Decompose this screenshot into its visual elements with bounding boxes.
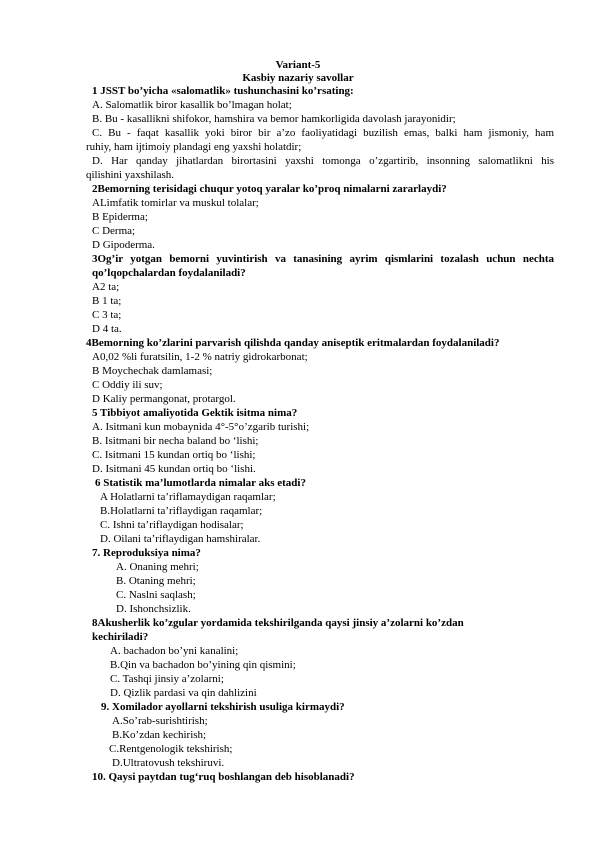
q1-option-a: A. Salomatlik biror kasallik bo’lmagan holat; <box>92 99 292 111</box>
q7-option-c: C. Naslni saqlash; <box>116 589 196 601</box>
section-subtitle: Kasbiy nazariy savollar <box>242 72 354 84</box>
q2-option-b: B Epiderma; <box>92 211 148 223</box>
q2-option-d: D Gipoderma. <box>92 239 155 251</box>
q6-option-a: A Holatlarni ta’riflamaydigan raqamlar; <box>100 491 276 503</box>
q8-option-b: B.Qin va bachadon bo’yining qin qismini; <box>110 659 296 671</box>
q7-option-b: B. Otaning mehri; <box>116 575 196 587</box>
q9-option-d: D.Ultratovush tekshiruvi. <box>112 757 225 769</box>
q7-option-d: D. Ishonchsizlik. <box>116 603 191 615</box>
q3-option-d: D 4 ta. <box>92 323 122 335</box>
q2-option-a: ALimfatik tomirlar va muskul tolalar; <box>92 197 259 209</box>
question-9: 9. Xomilador ayollarni tekshirish usuliga kirmaydi? <box>101 701 345 713</box>
variant-title: Variant-5 <box>275 59 321 71</box>
q1-option-c: C. Bu - faqat kasallik yoki biror bir a’zo faoliyatidagi buzilish emas, balki ham jismoniy, ham <box>92 127 554 139</box>
q6-option-b: B.Holatlarni ta’riflaydigan raqamlar; <box>100 505 263 517</box>
question-2: 2Bemorning terisidagi chuqur yotoq yaralar ko’proq nimalarni zararlaydi? <box>92 183 447 195</box>
q1-option-d: D. Har qanday jihatlardan birortasini yaxshi tomonga o’zgartirib, insonning salomatlikni his <box>92 155 554 167</box>
q9-option-b: B.Ko’zdan kechirish; <box>112 729 207 741</box>
q9-option-c: C.Rentgenologik tekshirish; <box>109 743 233 755</box>
q1-option-b: B. Bu - kasallikni shifokor, hamshira va bemor hamkorligida davolash jarayonidir; <box>92 113 456 125</box>
question-5: 5 Tibbiyot amaliyotida Gektik isitma nima? <box>92 407 298 419</box>
q2-option-c: C Derma; <box>92 225 136 237</box>
q3-option-a: A2 ta; <box>92 281 120 293</box>
q7-option-a: A. Onaning mehri; <box>116 561 199 573</box>
question-10: 10. Qaysi paytdan tug‘ruq boshlangan deb hisoblanadi? <box>92 771 355 783</box>
question-6: 6 Statistik ma’lumotlarda nimalar aks etadi? <box>95 477 306 489</box>
question-3: 3Og’ir yotgan bemorni yuvintirish va tanasining ayrim qismlarini tozalash uchun nechta <box>92 253 554 265</box>
question-7: 7. Reproduksiya nima? <box>92 547 201 559</box>
question-1: 1 JSST bo’yicha «salomatlik» tushunchasini ko’rsating: <box>92 85 354 97</box>
question-8: 8Akusherlik ko’zgular yordamida tekshirilganda qaysi jinsiy a’zolarni ko’zdan <box>92 617 464 629</box>
question-8-cont: kechiriladi? <box>92 631 149 643</box>
q6-option-c: C. Ishni ta’riflaydigan hodisalar; <box>100 519 244 531</box>
question-3-cont: qo’lqopchalardan foydalaniladi? <box>92 267 246 279</box>
q8-option-a: A. bachadon bo’yni kanalini; <box>110 645 239 657</box>
q8-option-d: D. Qizlik pardasi va qin dahlizini <box>110 687 257 699</box>
question-4: 4Bemorning ko’zlarini parvarish qilishda qanday aniseptik eritmalardan foydalaniladi? <box>86 337 500 349</box>
q4-option-c: C Oddiy ili suv; <box>92 379 163 391</box>
q6-option-d: D. Oilani ta’riflaydigan hamshiralar. <box>100 533 261 545</box>
q5-option-c: C. Isitmani 15 kundan ortiq bo ‘lishi; <box>92 449 256 461</box>
q4-option-a: A0,02 %li furatsilin, 1-2 % natriy gidrokarbonat; <box>92 351 308 363</box>
q8-option-c: C. Tashqi jinsiy a’zolarni; <box>110 673 224 685</box>
q5-option-b: B. Isitmani bir necha baland bo ‘lishi; <box>92 435 259 447</box>
q4-option-d: D Kaliy permangonat, protargol. <box>92 393 236 405</box>
q1-option-c-cont: ruhiy, ham ijtimoiy plandagi eng yaxshi holatdir; <box>86 141 302 153</box>
q9-option-a: A.So’rab-surishtirish; <box>112 715 208 727</box>
q4-option-b: B Moychechak damlamasi; <box>92 365 213 377</box>
q5-option-d: D. Isitmani 45 kundan ortiq bo ‘lishi. <box>92 463 256 475</box>
q3-option-b: B 1 ta; <box>92 295 122 307</box>
q5-option-a: A. Isitmani kun mobaynida 4°-5°o’zgarib turishi; <box>92 421 310 433</box>
q1-option-d-cont: qilishini yaxshilash. <box>86 169 174 181</box>
q3-option-c: C 3 ta; <box>92 309 122 321</box>
